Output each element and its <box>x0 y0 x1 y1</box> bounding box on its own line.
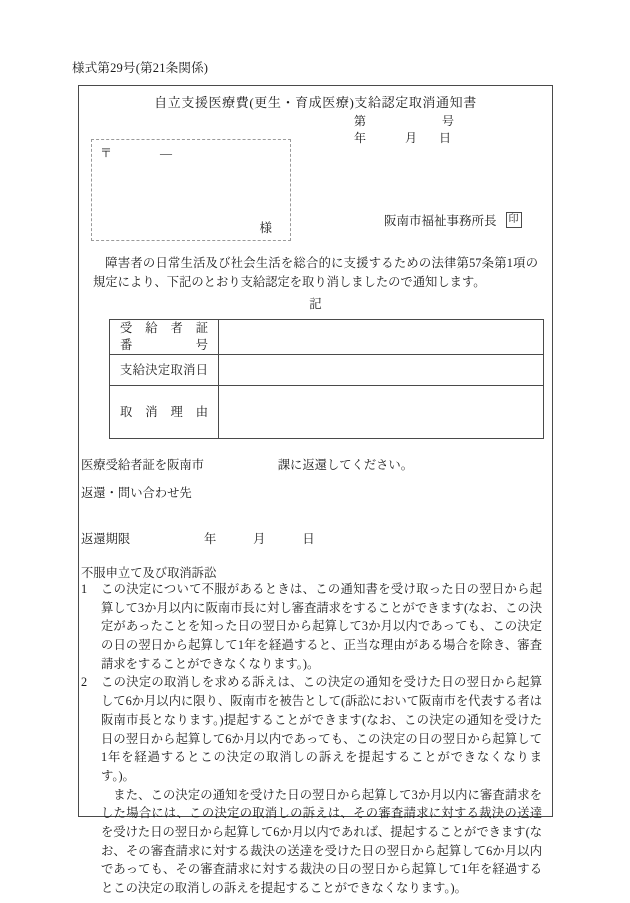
appeal-paragraph: この決定について不服があるときは、この通知書を受け取った日の翌日から起算して3か月以内に阪南市長に対し審査請求をすることができます(なお、この決定があったことを知った日の翌日から起算して3か月以内であっても、この決定の日の翌日から起算して1年を経過すると、正当な理由がある場合を除き、審査請求をすることができなくなります。)。 <box>101 582 542 671</box>
appeal-item-body <box>101 580 542 673</box>
appeal-section-list <box>81 580 542 898</box>
list-item <box>81 580 542 673</box>
document-date-month: 月 <box>404 131 417 145</box>
document-number-row <box>354 112 534 129</box>
row-value-cancellation-date[interactable] <box>219 355 544 386</box>
document-frame <box>78 85 553 895</box>
addressee-honorific: 様 <box>259 221 272 235</box>
addressee-box <box>91 139 291 241</box>
document-date-day: 日 <box>438 131 451 145</box>
appeal-paragraph: この決定の取消しを求める訴えは、この決定の通知を受けた日の翌日から起算して6か月以内に限り、阪南市を被告として(訴訟において阪南市を代表する者は阪南市長となります。)提起することができます(なお、この決定の通知を受けた日の翌日から起算して6か月以内であっても、この決定の日の翌日から起算して1年を経過するとこの決定の取消しの訴えを提起することができなくなります。)。 <box>101 675 542 783</box>
seal-icon: 印 <box>506 212 522 228</box>
table-row <box>110 386 544 439</box>
document-title: 自立支援医療費(更生・育成医療)支給認定取消通知書 <box>154 95 477 110</box>
appeal-section-heading: 不服申立て及び取消訴訟 <box>81 566 217 580</box>
appeal-item-body <box>101 673 542 897</box>
list-item <box>81 673 542 897</box>
appeal-paragraph: また、この決定の通知を受けた日の翌日から起算して3か月以内に審査請求をした場合には、この決定の取消しの訴えは、その審査請求に対する裁決の送達を受けた日の翌日から起算して6か月以内であれば、提起することができます(なお、その審査請求に対する裁決の送達を受けた日の翌日から起算して6か月以内であっても、その審査請求に対する裁決の日の翌日から起算して1年を経過するとこの決定の取消しの訴えを提起することができなくなります。)。 <box>101 787 542 895</box>
row-value-recipient-certificate-number[interactable] <box>219 320 544 355</box>
return-deadline: 返還期限 年 月 日 <box>81 532 315 546</box>
label-line-1: 取消理由 <box>120 404 208 419</box>
issuer-block <box>384 211 522 229</box>
appeal-item-number: 2 <box>81 675 88 690</box>
ki-marker: 記 <box>309 297 322 311</box>
table-row <box>110 355 544 386</box>
form-number: 様式第29号(第21条関係) <box>72 61 209 75</box>
document-date-year: 年 <box>354 131 367 145</box>
information-table <box>109 319 544 439</box>
row-label-cancellation-reason <box>110 386 219 439</box>
contact-label: 返還・問い合わせ先 <box>81 486 192 500</box>
return-instruction: 医療受給者証を阪南市 課に返還してください。 <box>81 458 414 472</box>
table-row <box>110 320 544 355</box>
document-date-row <box>354 129 534 146</box>
body-paragraph: 障害者の日常生活及び社会生活を総合的に支援するための法律第57条第1項の規定により、下記のとおり支給認定を取り消しましたので通知します。 <box>93 256 538 290</box>
document-number-block <box>354 112 534 146</box>
row-label-cancellation-date <box>110 355 219 386</box>
document-number-suffix: 号 <box>441 114 454 128</box>
document-number-prefix: 第 <box>354 114 367 128</box>
row-label-recipient-certificate-number <box>110 320 219 355</box>
issuer-name: 阪南市福祉事務所長 <box>384 214 497 228</box>
label-line-1: 支給決定取消日 <box>120 362 208 377</box>
appeal-item-number: 1 <box>81 582 88 596</box>
postal-code-field: 〒 ― <box>100 146 173 160</box>
row-value-cancellation-reason[interactable] <box>219 386 544 439</box>
label-line-2: 番 号 <box>120 338 208 352</box>
label-line-1: 受給者証 <box>120 321 208 336</box>
